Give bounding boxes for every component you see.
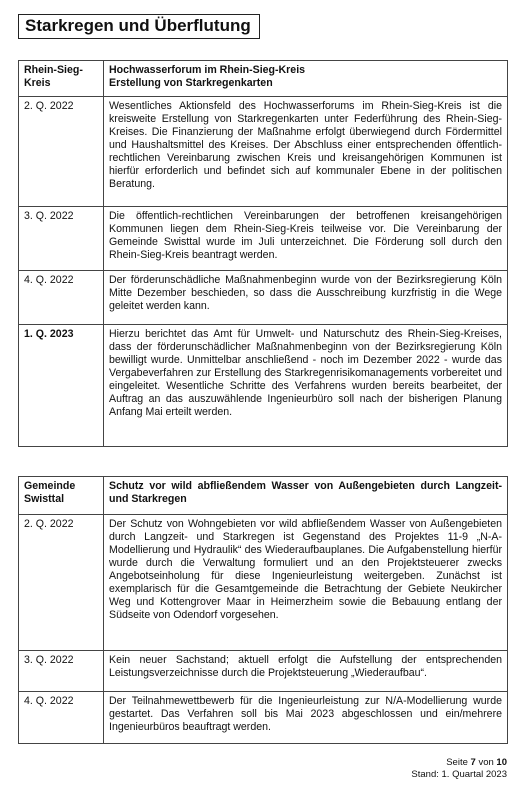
status-date: Stand: 1. Quartal 2023 <box>411 769 507 780</box>
section-gemeinde-swisttal-table <box>18 476 508 744</box>
page-number <box>411 757 507 769</box>
page-total: 10 <box>496 757 507 768</box>
quarter-cell: 4. Q. 2022 <box>19 692 104 744</box>
status-text-cell: Der förderunschädliche Maßnahmenbeginn wurde von der Bezirksregierung Köln Mitte Dezember beschieden, so dass die Ausschreibung kurzfristig in die Wege geleitet werden kann. <box>104 271 508 325</box>
table-row <box>19 207 508 271</box>
quarter-cell: 3. Q. 2022 <box>19 207 104 271</box>
page-prefix: Seite <box>446 757 468 768</box>
table-row <box>19 651 508 692</box>
page-current: 7 <box>470 757 476 768</box>
quarter-cell: 2. Q. 2022 <box>19 97 104 207</box>
table-row <box>19 271 508 325</box>
table-row <box>19 515 508 651</box>
table-header-row <box>19 477 508 515</box>
header-topic-line2: Erstellung von Starkregenkarten <box>109 77 273 89</box>
status-text-cell: Die öffentlich-rechtlichen Vereinbarungen der betroffenen kreisangehörigen Kommunen liegen dem Rhein-Sieg-Kreis teilweise vor. Die Vereinbarung der Gemeinde Swisttal wurde im Juli unterzeichnet. Die Förderung soll durch den Rhein-Sieg-Kreis beantragt werden. <box>104 207 508 271</box>
header-topic <box>104 61 508 97</box>
page-sep: von <box>478 757 494 768</box>
table-row <box>19 97 508 207</box>
table-row <box>19 325 508 447</box>
status-text-cell: Kein neuer Sachstand; aktuell erfolgt die Aufstellung der entsprechenden Leistungsverzeichnisse durch die Projektsteuerung „Wiederaufbau“. <box>104 651 508 692</box>
status-text-cell: Wesentliches Aktionsfeld des Hochwasserforums im Rhein-Sieg-Kreis ist die kreisweite Erstellung von Starkregenkarten unter Federführung des Rhein-Sieg-Kreises. Die Finanzierung der Maßnahme erfolgt überwiegend durch Fördermittel und Haushaltsmittel des Kreises. Der Abschluss einer entsprechenden öffentlich-rechtlichen Vereinbarung zwischen Kreis und kreisangehörigen Kommunen ist hierfür erforderlich und befindet sich auf kommunaler Ebene in der politischen Beratung. <box>104 97 508 207</box>
status-text-cell: Der Schutz von Wohngebieten vor wild abfließendem Wasser von Außengebieten durch Langzeit- und Starkregen ist Gegenstand des Projektes 11-9 „N-A-Modellierung und Hydraulik“ des Wiederaufbauplanes. Die Aufgabenstellung hierfür wurde durch die Verwaltung formuliert und an den Projektsteuerer zwecks Angebotseinholung für diese Ingenieurleistung weitergeben. Zunächst ist exemplarisch für die Gesamtgemeinde die Betrachtung der Gebiete Neukircher Weg und Kottengrover Maar in Heimerzheim sowie die Bebauung entlang der Südseite von Odendorf vorgesehen. <box>104 515 508 651</box>
page-footer <box>411 757 507 781</box>
section-rhein-sieg-kreis-table <box>18 60 508 447</box>
quarter-cell: 4. Q. 2022 <box>19 271 104 325</box>
header-institution: Gemeinde Swisttal <box>19 477 104 515</box>
quarter-cell: 1. Q. 2023 <box>19 325 104 447</box>
header-topic: Schutz vor wild abfließendem Wasser von Außengebieten durch Langzeit- und Starkregen <box>104 477 508 515</box>
status-text-cell: Der Teilnahmewettbewerb für die Ingenieurleistung zur N/A-Modellierung wurde gestartet. Das Verfahren soll bis Mai 2023 abgeschlossen und ein/mehrere Ingenieurbüros beauftragt werden. <box>104 692 508 744</box>
table-header-row <box>19 61 508 97</box>
page-title: Starkregen und Überflutung <box>18 14 260 39</box>
quarter-cell: 3. Q. 2022 <box>19 651 104 692</box>
quarter-cell: 2. Q. 2022 <box>19 515 104 651</box>
header-institution: Rhein-Sieg-Kreis <box>19 61 104 97</box>
status-text-cell: Hierzu berichtet das Amt für Umwelt- und Naturschutz des Rhein-Sieg-Kreises, dass der förderunschädlicher Maßnahmenbeginn von der Bezirksregierung Köln bewilligt wurde. Unmittelbar anschließend - noch im Dezember 2022 - wurde das Vergabeverfahren zur Erstellung des Starkregenrisikomanagements vorbereitet und eingeleitet. Wesentliche Schritte des Verfahrens wurden bereits bearbeitet, der Auftrag an das auszuwählende Ingenieurbüro soll nach der bisherigen Planung Anfang Mai erteilt werden. <box>104 325 508 447</box>
table-row <box>19 692 508 744</box>
header-topic-line1: Hochwasserforum im Rhein-Sieg-Kreis <box>109 64 306 76</box>
